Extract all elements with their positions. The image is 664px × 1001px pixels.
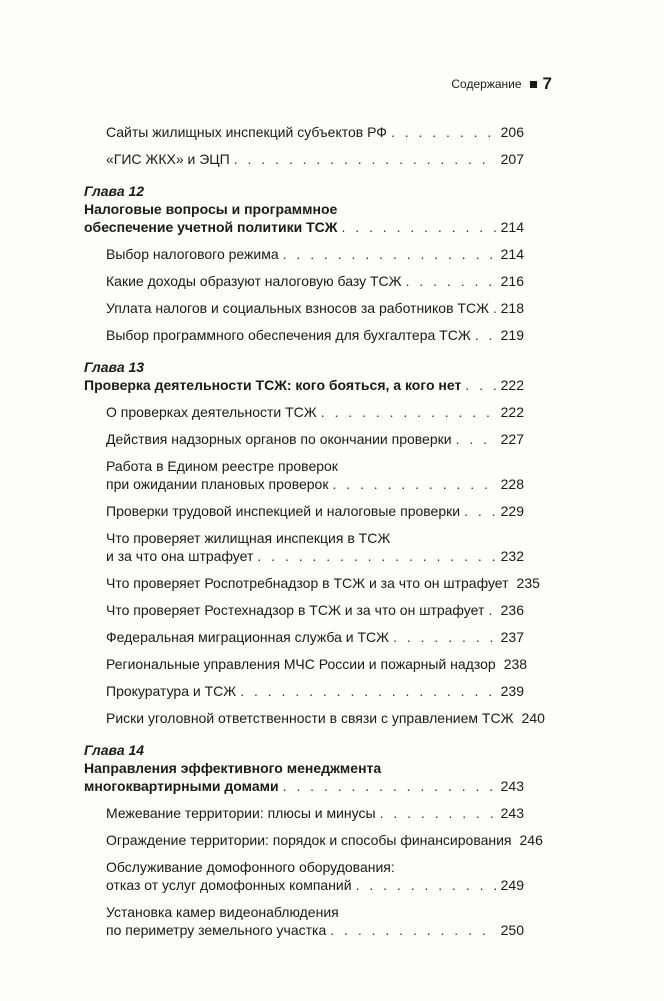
toc-item[interactable] <box>84 831 543 849</box>
chapter-page: 222 <box>500 377 524 393</box>
running-header <box>451 74 552 94</box>
chapter-title[interactable]: многоквартирными домами <box>84 778 279 794</box>
chapter-page: 243 <box>500 778 524 794</box>
toc-item-title: Что проверяет Ростехнадзор в ТСЖ и за что он штрафует <box>106 602 485 618</box>
toc-item[interactable] <box>84 858 524 894</box>
toc-item-page: 218 <box>500 300 524 316</box>
chapter-13 <box>84 358 545 727</box>
toc-item-page: 207 <box>500 151 524 167</box>
page-number: 7 <box>542 74 552 93</box>
toc-item-title: Выбор налогового режима <box>106 246 279 262</box>
toc-item-title-line: Что проверяет жилищная инспекция в ТСЖ <box>106 530 391 546</box>
chapter-14 <box>84 741 543 939</box>
chapter-label: Глава 13 <box>84 359 145 375</box>
toc-item-title: Уплата налогов и социальных взносов за работников ТСЖ <box>106 300 489 316</box>
toc-item[interactable] <box>84 272 524 290</box>
toc-item-title: Какие доходы образуют налоговую базу ТСЖ <box>106 273 402 289</box>
leader-dots <box>356 876 497 894</box>
toc-item-page: 222 <box>500 404 524 420</box>
leader-dots <box>493 299 497 317</box>
toc-item-title: О проверках деятельности ТСЖ <box>106 404 317 420</box>
toc-item[interactable] <box>84 804 524 822</box>
leader-dots <box>488 601 496 619</box>
chapter-title[interactable]: Проверка деятельности ТСЖ: кого бояться, а кого нет <box>84 377 462 393</box>
toc-item-page: 246 <box>519 832 543 848</box>
leader-dots <box>330 921 496 939</box>
leader-dots <box>391 123 497 141</box>
toc-item-title-line: Обслуживание домофонного оборудования: <box>106 859 395 875</box>
toc-item-page: 239 <box>500 683 524 699</box>
toc-item-page: 240 <box>521 710 545 726</box>
leader-dots <box>321 403 497 421</box>
toc-item-page: 250 <box>500 922 524 938</box>
toc-item-title: Выбор программного обеспечения для бухгалтера ТСЖ <box>106 327 471 343</box>
toc-item-title: Федеральная миграционная служба и ТСЖ <box>106 629 390 645</box>
toc-item-title: Риски уголовной ответственности в связи с управлением ТСЖ <box>106 710 514 726</box>
toc-item[interactable] <box>84 245 524 263</box>
toc-item-title: «ГИС ЖКХ» и ЭЦП <box>106 151 230 167</box>
toc-item[interactable] <box>84 601 524 619</box>
chapter-12 <box>84 182 524 344</box>
leader-dots <box>283 245 497 263</box>
toc-item-page: 219 <box>500 327 524 343</box>
chapter-label: Глава 14 <box>84 742 145 758</box>
toc-item-title: Действия надзорных органов по окончании проверки <box>106 431 452 447</box>
leader-dots <box>332 475 496 493</box>
toc-item[interactable] <box>84 123 524 141</box>
toc-item-title: отказ от услуг домофонных компаний <box>106 877 352 893</box>
toc-item-page: 229 <box>500 503 524 519</box>
toc-item-title: Сайты жилищных инспекций субъектов РФ <box>106 124 387 140</box>
chapter-page: 214 <box>500 219 524 235</box>
square-bullet-icon <box>530 81 537 88</box>
toc-item-title: Что проверяет Роспотребнадзор в ТСЖ и за что он штрафует <box>106 575 509 591</box>
toc-item[interactable] <box>84 430 524 448</box>
toc-item[interactable] <box>84 326 524 344</box>
table-of-contents <box>84 123 545 948</box>
toc-item-title: Прокуратура и ТСЖ <box>106 683 237 699</box>
leader-dots <box>257 547 496 565</box>
leader-dots <box>341 218 496 236</box>
toc-item[interactable] <box>84 150 524 168</box>
leader-dots <box>380 804 497 822</box>
toc-item-page: 232 <box>500 548 524 564</box>
toc-item-page: 227 <box>500 431 524 447</box>
toc-item-page: 237 <box>500 629 524 645</box>
chapter-title[interactable]: обеспечение учетной политики ТСЖ <box>84 219 338 235</box>
toc-item-page: 249 <box>500 877 524 893</box>
chapter-title-line[interactable]: Направления эффективного менеджмента <box>84 760 382 776</box>
toc-item-title-line: Работа в Едином реестре проверок <box>106 458 338 474</box>
toc-item-page: 236 <box>500 602 524 618</box>
toc-item-page: 243 <box>500 805 524 821</box>
toc-item-title: Проверки трудовой инспекцией и налоговые проверки <box>106 503 461 519</box>
toc-item-title: Ограждение территории: порядок и способы финансирования <box>106 832 512 848</box>
toc-item-page: 238 <box>503 656 528 672</box>
toc-item[interactable] <box>84 299 524 317</box>
toc-item-title: при ожидании плановых проверок <box>106 476 329 492</box>
toc-item[interactable] <box>84 403 524 421</box>
toc-item-title: Региональные управления МЧС России и пожарный надзор <box>106 656 496 672</box>
toc-item-title: по периметру земельного участка <box>106 922 327 938</box>
toc-item[interactable] <box>84 628 524 646</box>
toc-item-title: Межевание территории: плюсы и минусы <box>106 805 376 821</box>
toc-item[interactable] <box>84 457 524 493</box>
toc-item-page: 235 <box>516 575 540 591</box>
toc-item-title: и за что она штрафует <box>106 548 254 564</box>
chapter-title-line[interactable]: Налоговые вопросы и программное <box>84 201 338 217</box>
leader-dots <box>464 502 497 520</box>
chapter-label: Глава 12 <box>84 183 145 199</box>
toc-item[interactable] <box>84 529 524 565</box>
leader-dots <box>465 376 496 394</box>
toc-item[interactable] <box>84 709 545 727</box>
toc-item[interactable] <box>84 502 524 520</box>
toc-item-page: 216 <box>500 273 524 289</box>
leader-dots <box>406 272 497 290</box>
toc-item-page: 228 <box>500 476 524 492</box>
toc-item[interactable] <box>84 903 524 939</box>
toc-item-page: 206 <box>500 124 524 140</box>
leader-dots <box>393 628 497 646</box>
leader-dots <box>456 430 497 448</box>
toc-item[interactable] <box>84 574 540 592</box>
leader-dots <box>234 150 497 168</box>
leader-dots <box>283 777 497 795</box>
leader-dots <box>475 326 497 344</box>
toc-item-title-line: Установка камер видеонаблюдения <box>106 904 339 920</box>
leader-dots <box>240 682 496 700</box>
toc-item[interactable] <box>84 682 524 700</box>
header-section-title: Содержание <box>451 77 522 91</box>
toc-item-page: 214 <box>500 246 524 262</box>
toc-item[interactable] <box>84 655 528 673</box>
